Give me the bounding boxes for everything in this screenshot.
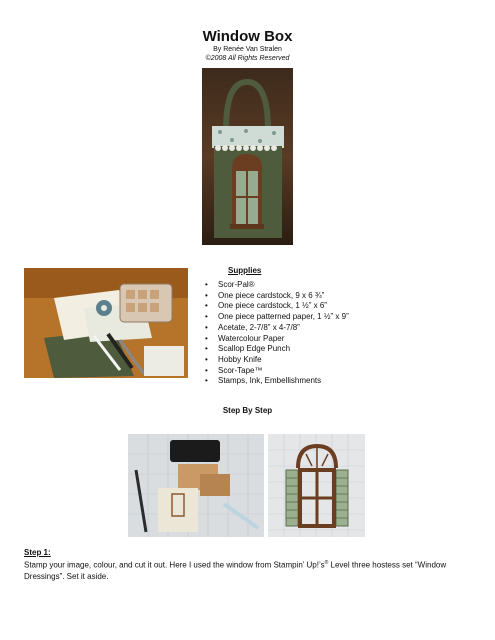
list-item: • Watercolour Paper bbox=[205, 334, 349, 345]
copyright-notice: ©2008 All Rights Reserved bbox=[205, 55, 290, 62]
step-1-title: Step 1: bbox=[24, 548, 51, 557]
step-by-step-heading: Step By Step bbox=[222, 406, 273, 415]
list-item: • Acetate, 2-7/8” x 4-7/8” bbox=[205, 323, 349, 334]
author-byline: By Renée Van Stralen bbox=[213, 46, 282, 53]
step-1-text: Stamp your image, colour, and cut it out. Here I used the window from Stampin’ Up!’s® Level three hostess set “Window Dressings”. Set it aside. bbox=[24, 560, 447, 581]
list-item: • Scor-Tape™ bbox=[205, 366, 349, 377]
photo-stamping bbox=[128, 434, 264, 537]
list-item: • One piece patterned paper, 1 ½” x 9” bbox=[205, 312, 349, 323]
list-item: • One piece cardstock, 9 x 6 ¾” bbox=[205, 291, 349, 302]
list-item: • Stamps, Ink, Embellishments bbox=[205, 376, 349, 387]
list-item: • One piece cardstock, 1 ½” x 6” bbox=[205, 301, 349, 312]
list-item: • Hobby Knife bbox=[205, 355, 349, 366]
supplies-heading: Supplies bbox=[228, 266, 262, 275]
supplies-list bbox=[205, 280, 349, 387]
list-item: • Scallop Edge Punch bbox=[205, 344, 349, 355]
page-title: Window Box bbox=[202, 28, 293, 45]
photo-window-box bbox=[202, 68, 293, 245]
photo-supplies bbox=[24, 268, 188, 378]
photo-window-cutout bbox=[268, 434, 365, 537]
list-item: • Scor-Pal® bbox=[205, 280, 349, 291]
